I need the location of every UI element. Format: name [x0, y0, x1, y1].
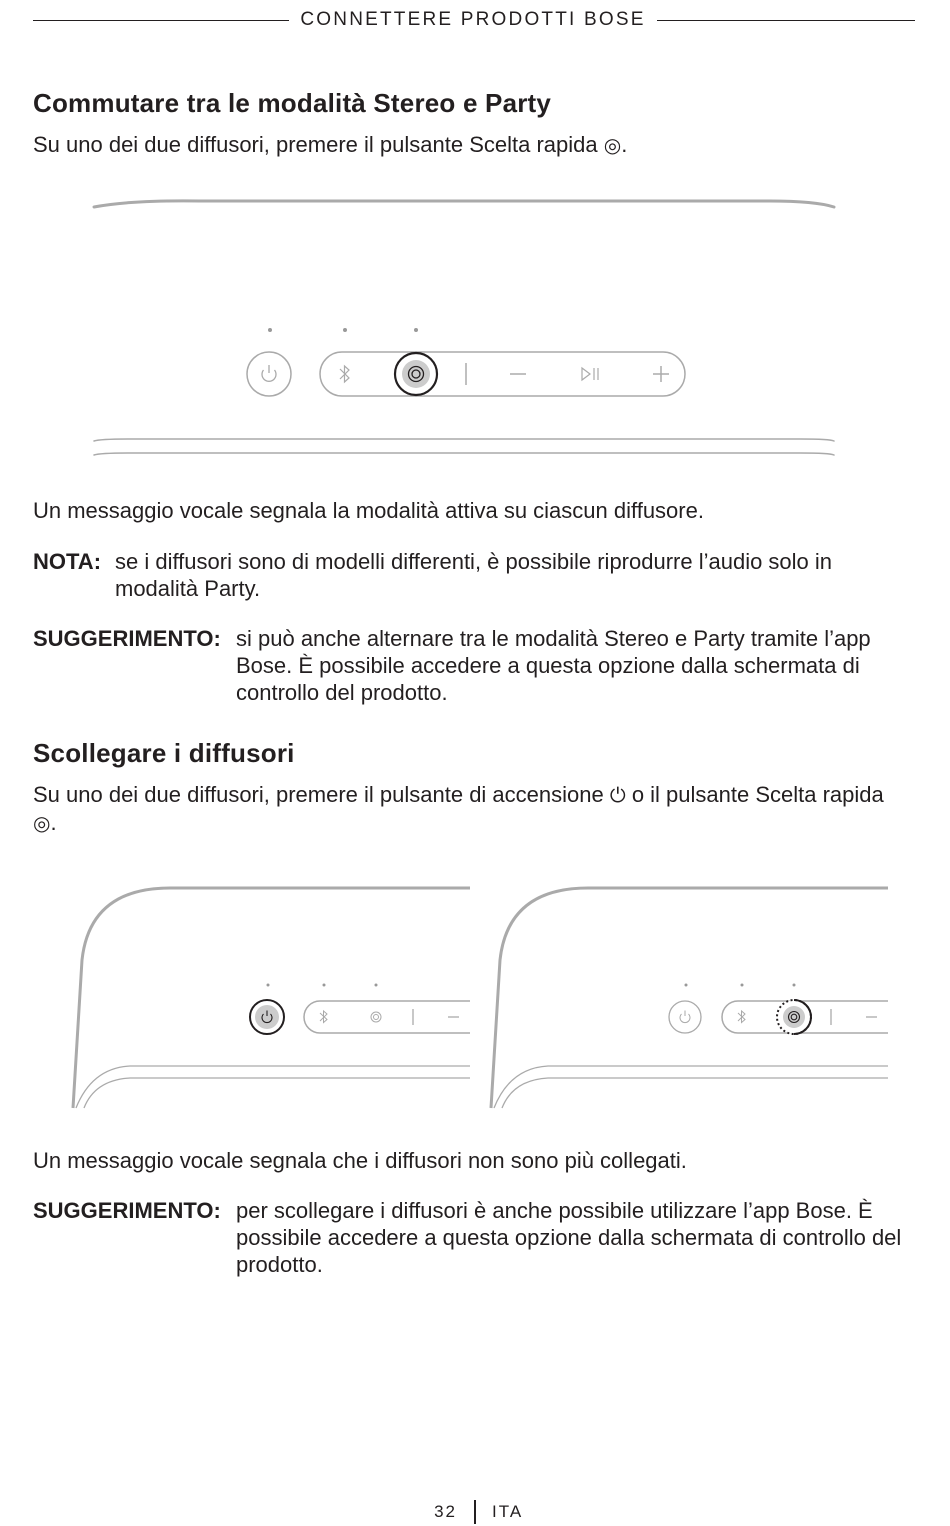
- instruction-text: Su uno dei due diffusori, premere il pulsante Scelta rapida: [33, 132, 598, 157]
- note-text: se i diffusori sono di modelli differenti, è possibile riprodurre l’audio solo in modalità Party.: [115, 549, 833, 601]
- power-icon: ⏻: [609, 783, 626, 807]
- shortcut-icon: ◎: [33, 811, 51, 835]
- section-heading-disconnect: Scollegare i diffusori: [33, 738, 295, 768]
- page-number: 32: [434, 1502, 457, 1521]
- tip-text: si può anche alternare tra le modalità Stereo e Party tramite l’app Bose. È possibile accedere a questa opzione dalla schermata di controllo del prodotto.: [236, 626, 871, 705]
- bluetooth-icon: [320, 1011, 327, 1023]
- page-footer: [0, 1500, 950, 1526]
- speaker-lower-edge-2: [94, 453, 834, 455]
- shortcut-button-highlighted: [395, 353, 437, 395]
- speaker-right-shortcut-highlighted: [491, 888, 888, 1108]
- tip-label: SUGGERIMENTO:: [33, 1198, 221, 1223]
- header-rule-left: [33, 20, 289, 21]
- speaker-top-illustration: [0, 190, 950, 470]
- language-code: ITA: [492, 1502, 524, 1521]
- header-title: CONNETTERE PRODOTTI BOSE: [300, 9, 646, 30]
- bluetooth-icon: [738, 1011, 745, 1023]
- page-header: [33, 6, 915, 34]
- shortcut-icon: ◎: [603, 133, 622, 157]
- button-strip: [320, 352, 685, 396]
- bluetooth-icon: [340, 366, 349, 382]
- disconnect-illustration: [0, 870, 950, 1120]
- speaker-top-edge: [94, 201, 834, 207]
- voice-message-mode: Un messaggio vocale segnala la modalità attiva su ciascun diffusore.: [33, 498, 704, 523]
- led-dot: [268, 328, 272, 332]
- led-dot: [414, 328, 418, 332]
- instruction-end: .: [50, 810, 57, 835]
- instruction-text-a: Su uno dei due diffusori, premere il pulsante di accensione: [33, 782, 604, 807]
- instruction-stereo-party: [33, 131, 913, 159]
- instruction-disconnect: [33, 781, 893, 837]
- header-rule-right: [657, 20, 915, 21]
- power-button: [247, 352, 291, 396]
- speaker-left-power-highlighted: [73, 888, 470, 1108]
- play-pause-icon: [582, 368, 598, 380]
- instruction-text-b: o il pulsante Scelta rapida: [631, 782, 884, 807]
- tip-label: SUGGERIMENTO:: [33, 626, 221, 651]
- section-heading-stereo-party: Commutare tra le modalità Stereo e Party: [33, 88, 552, 118]
- led-dot: [343, 328, 347, 332]
- note-label: NOTA:: [33, 549, 102, 574]
- footer-divider: [474, 1500, 476, 1524]
- voice-message-disconnected: Un messaggio vocale segnala che i diffusori non sono più collegati.: [33, 1148, 687, 1173]
- instruction-end: .: [621, 132, 628, 157]
- speaker-lower-edge-1: [94, 439, 834, 441]
- volume-up-icon: [653, 366, 669, 382]
- shortcut-icon: [371, 1012, 381, 1022]
- tip-text: per scollegare i diffusori è anche possibile utilizzare l’app Bose. È possibile accedere a questa opzione dalla schermata di controllo del prodotto.: [236, 1198, 902, 1277]
